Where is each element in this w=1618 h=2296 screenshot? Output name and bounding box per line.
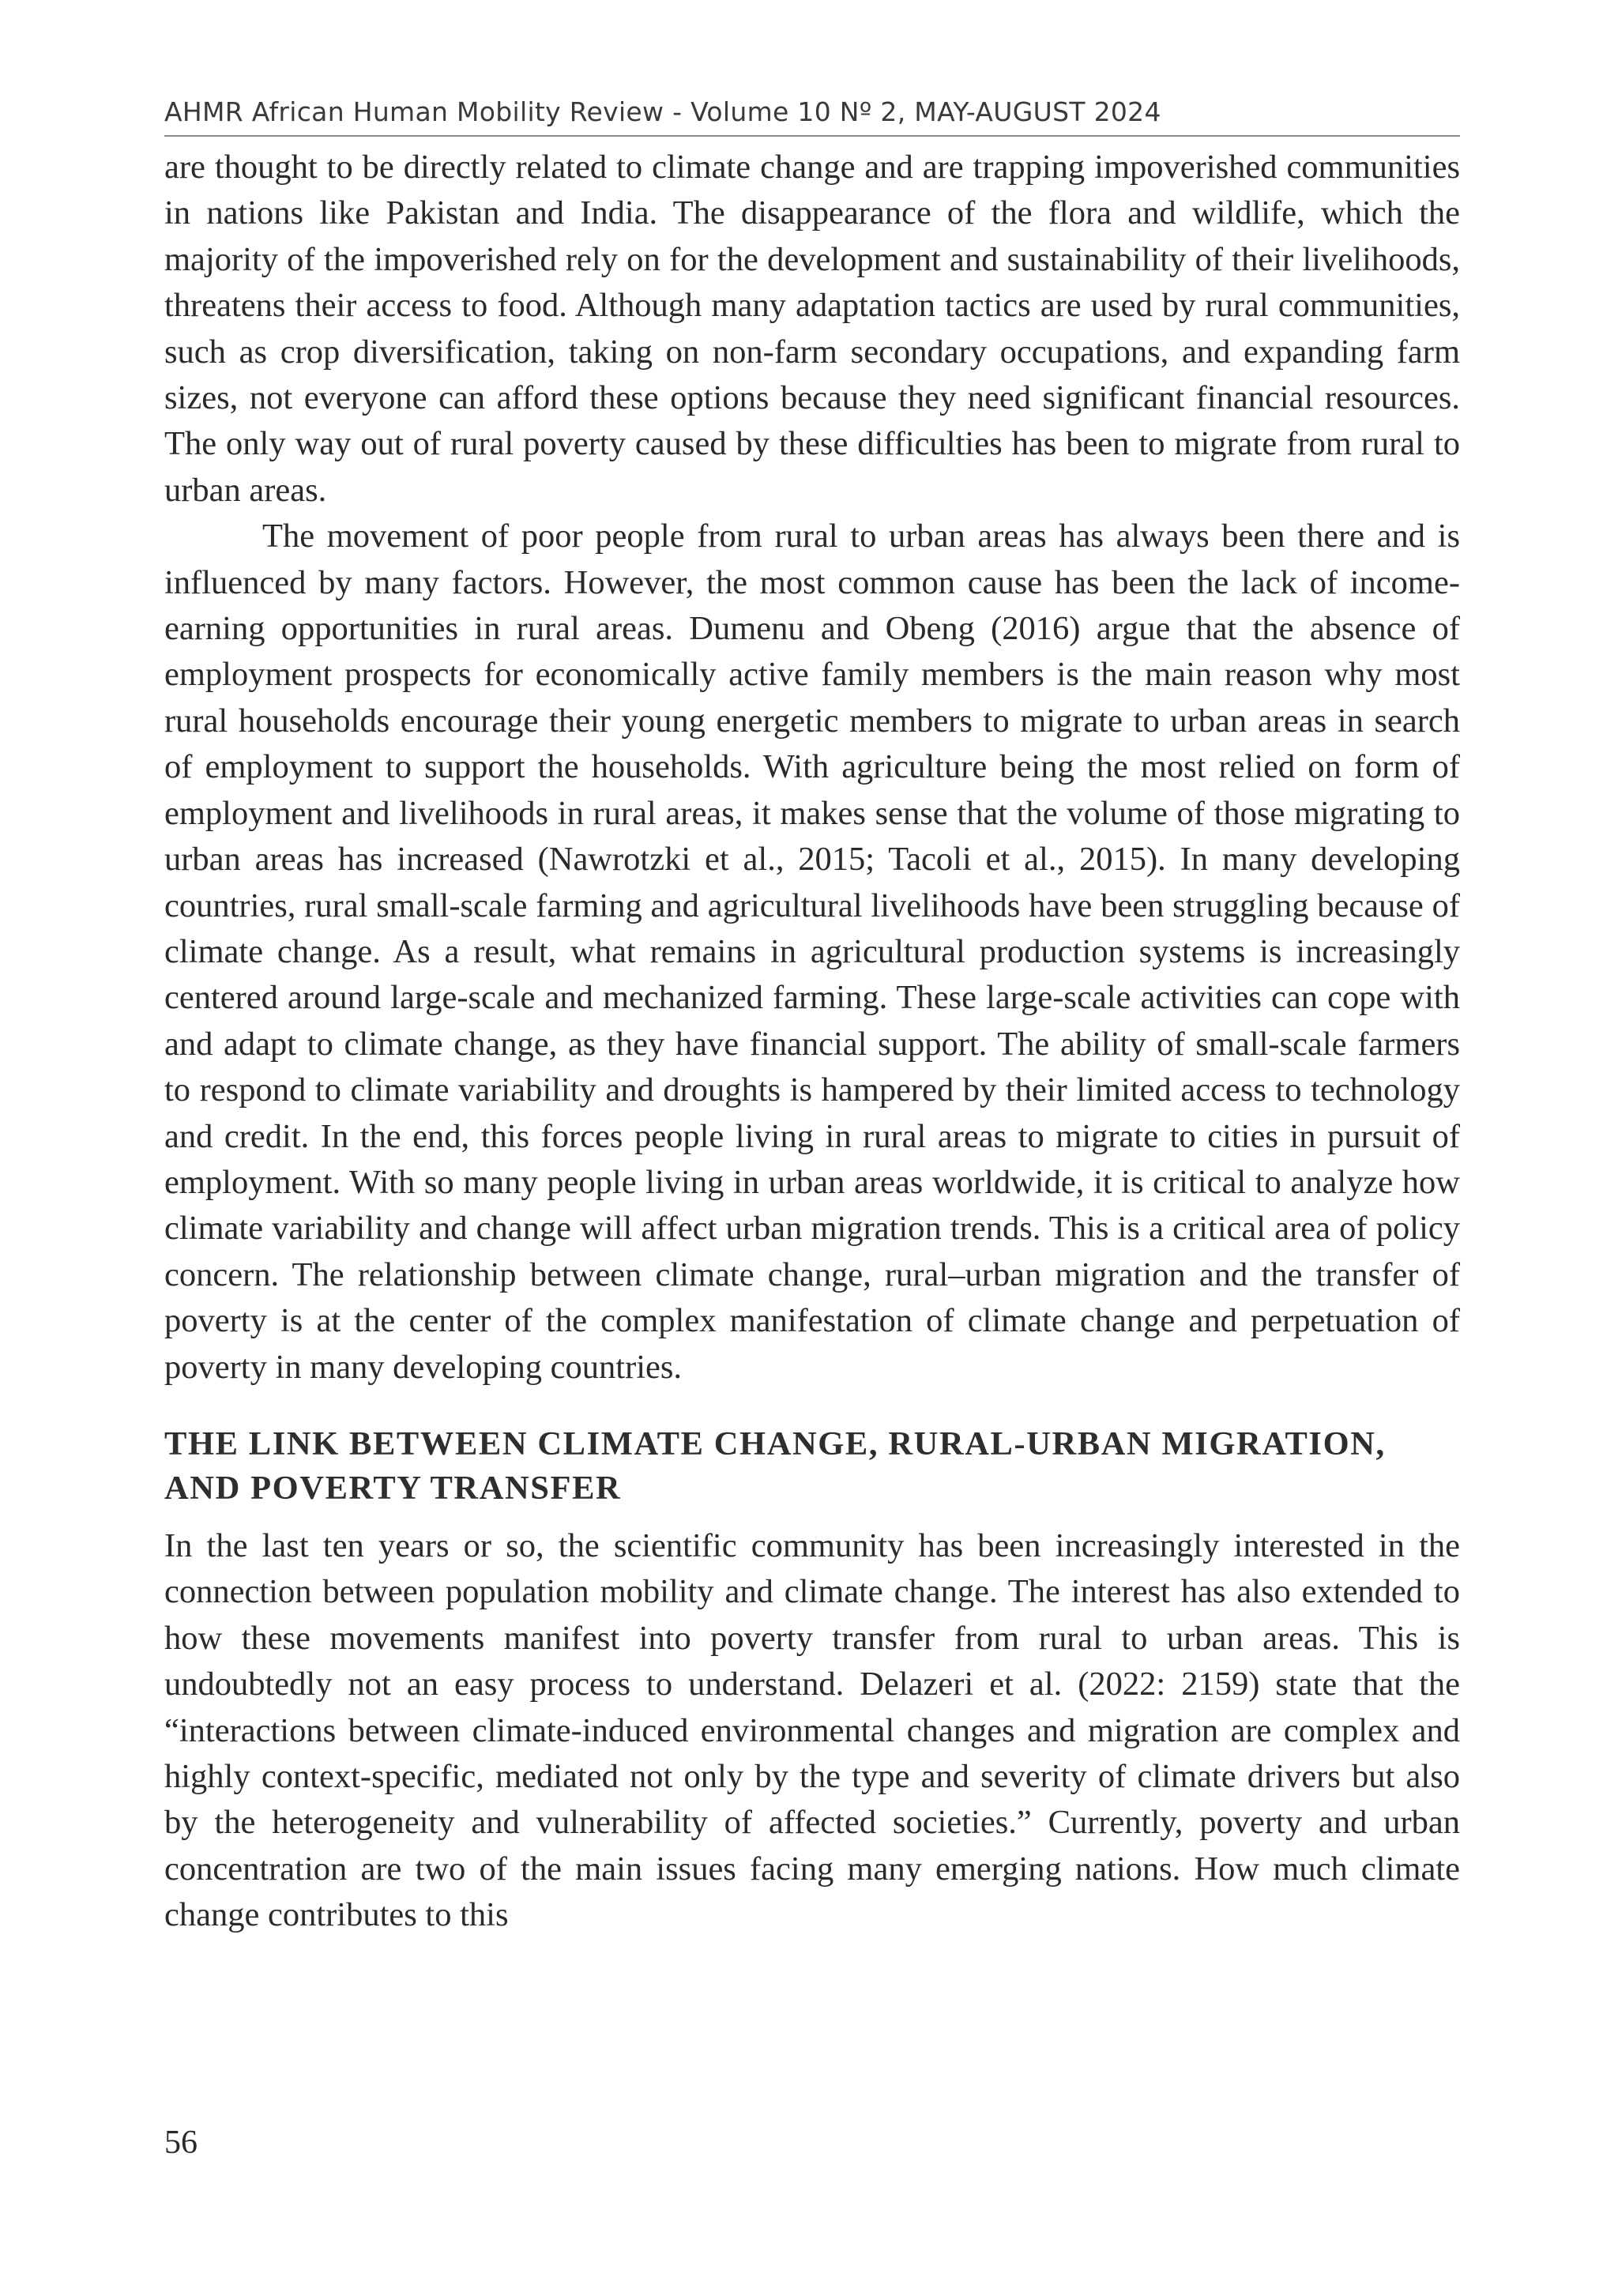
paragraph-section-intro: In the last ten years or so, the scientific community has been increasingly interested in the connection between population mobility and climate change. The interest has also extended to how these movements manifest into poverty transfer from rural to urban areas. This is undoubtedly not an easy process to understand. Delazeri et al. (2022: 2159) state that the “interactions between climate-induced environmental changes and migration are complex and highly context-specific, mediated not only by the type and severity of climate drivers but also by the heterogeneity and vulnerability of affected societies.” Currently, poverty and urban concentration are two of the main issues facing many emerging nations. How much climate change contributes to this bbox=[164, 1526, 1460, 1934]
section-heading: THE LINK BETWEEN CLIMATE CHANGE, RURAL-URBAN MIGRATION, AND POVERTY TRANSFER bbox=[164, 1425, 1386, 1507]
page-number: 56 bbox=[164, 2125, 198, 2161]
page-content bbox=[164, 96, 1460, 1939]
paragraph-rural-urban-movement: The movement of poor people from rural to urban areas has always been there and is influenced by many factors. However, the most common cause has been the lack of income-earning opportunities in rural areas. Dumenu and Obeng (2016) argue that the absence of employment prospects for economically active family members is the main reason why most rural households encourage their young energetic members to migrate to urban areas in search of employment to support the households. With agriculture being the most relied on form of employment and livelihoods in rural areas, it makes sense that the volume of those migrating to urban areas has increased (Nawrotzki et al., 2015; Tacoli et al., 2015). In many developing countries, rural small-scale farming and agricultural livelihoods have been struggling because of climate change. As a result, what remains in agricultural production systems is increasingly centered around large-scale and mechanized farming. These large-scale activities can cope with and adapt to climate change, as they have financial support. The ability of small-scale farmers to respond to climate variability and droughts is hampered by their limited access to technology and credit. In the end, this forces people living in rural areas to migrate to cities in pursuit of employment. With so many people living in urban areas worldwide, it is critical to analyze how climate variability and change will affect urban migration trends. This is a critical area of policy concern. The relationship between climate change, rural–urban migration and the transfer of poverty is at the center of the complex manifestation of climate change and perpetuation of poverty in many developing countries. bbox=[164, 518, 1460, 1386]
running-header: AHMR African Human Mobility Review - Volume 10 Nº 2, MAY-AUGUST 2024 bbox=[164, 96, 1460, 137]
paragraph-continuation: are thought to be directly related to climate change and are trapping impoverished communities in nations like Pakistan and India. The disappearance of the flora and wildlife, which the majority of the impoverished rely on for the development and sustainability of their livelihoods, threatens their access to food. Although many adaptation tactics are used by rural communities, such as crop diversification, taking on non-farm secondary occupations, and expanding farm sizes, not everyone can afford these options because they need significant financial resources. The only way out of rural poverty caused by these difficulties has been to migrate from rural to urban areas. bbox=[164, 149, 1460, 509]
